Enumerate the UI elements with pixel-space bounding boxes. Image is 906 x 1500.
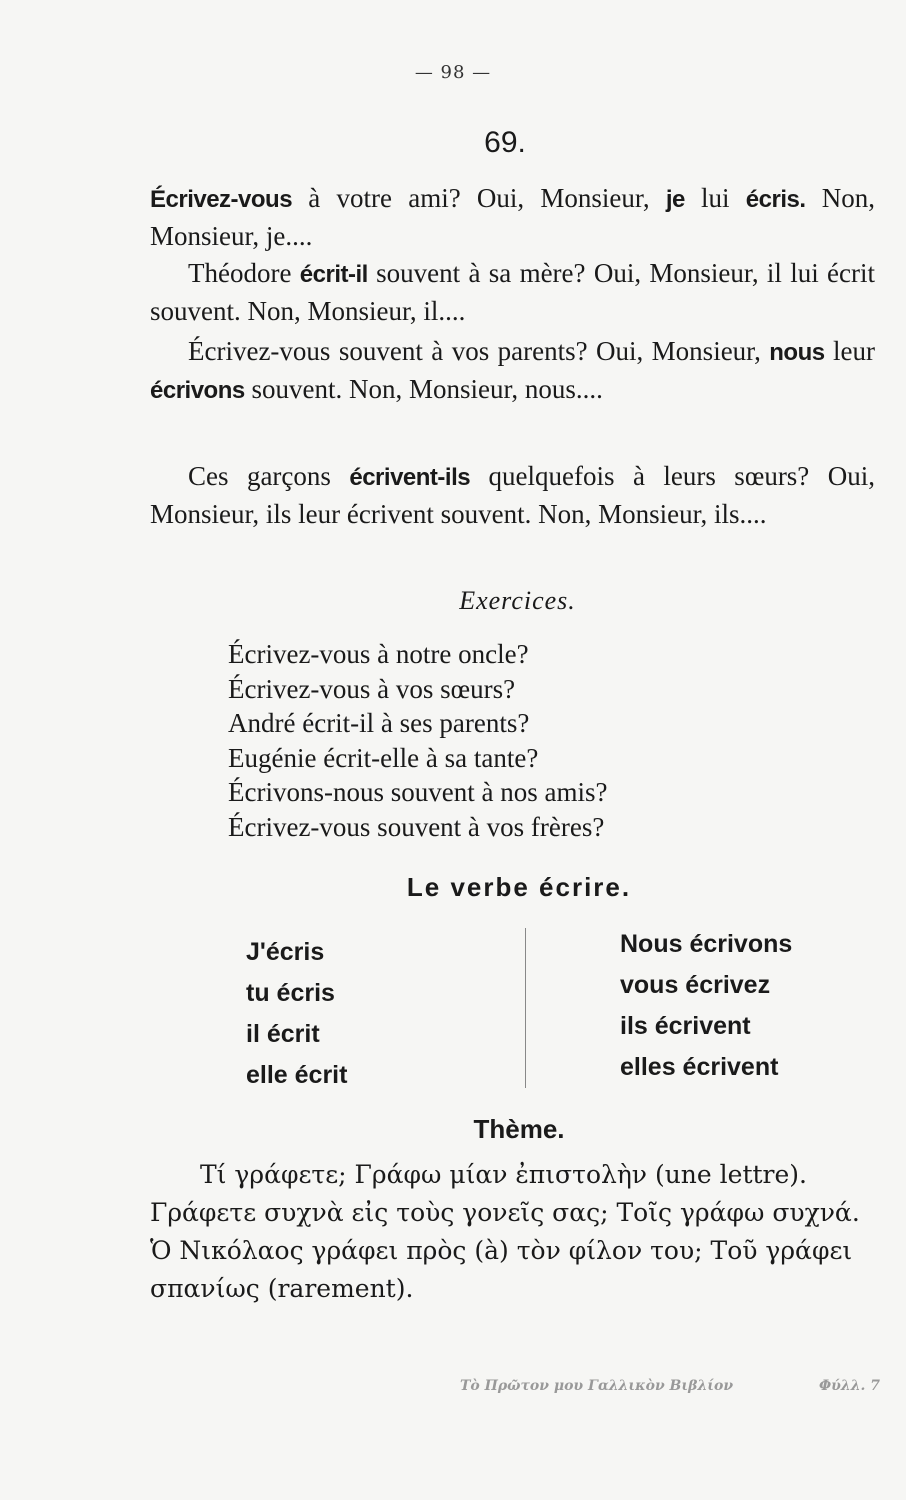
text-run: Ces garçons <box>188 461 350 491</box>
conjugation-form: elles écrivent <box>620 1053 779 1081</box>
exercise-item: Eugénie écrit-elle à sa tante? <box>228 742 539 773</box>
greek-line: Τί γράφετε; Γράφω μίαν ἐπιστολὴν (une lettre). <box>200 1160 807 1189</box>
text-run: souvent. Non, Monsieur, nous.... <box>244 374 603 404</box>
text-run: à votre ami? Oui, Monsieur, <box>292 183 666 213</box>
bold-text: écrit-il <box>299 261 368 288</box>
greek-line: Γράφετε συχνὰ εἰς τοὺς γονεῖς σας; Τοῖς γράφω συχνά. <box>150 1198 860 1227</box>
theme-title: Thème. <box>473 1114 565 1144</box>
footer-sheet-number: Φύλλ. 7 <box>818 1378 880 1394</box>
conjugation-form: vous écrivez <box>620 971 771 999</box>
text-run: souvent à sa mère? Oui, Monsieur, il lui écrit souvent. Non, Monsieur, il.... <box>150 258 875 326</box>
bold-text: nous <box>769 339 825 366</box>
paragraph-3 <box>150 333 875 409</box>
conjugation-form: il écrit <box>246 1020 320 1048</box>
exercises-list <box>228 637 607 844</box>
greek-line: σπανίως (rarement). <box>150 1274 414 1303</box>
bold-text: je <box>665 186 685 213</box>
conjugation-singular <box>246 932 347 1096</box>
conjugation-form: elle écrit <box>246 1061 348 1089</box>
footer-book-title: Τὸ Πρῶτον μου Γαλλικὸν Βιβλίον <box>460 1378 734 1394</box>
text-run: Écrivez-vous souvent à vos parents? Oui, Monsieur, <box>188 336 770 366</box>
page-number: — 98 — <box>414 62 492 83</box>
exercise-item: André écrit-il à ses parents? <box>228 708 530 738</box>
text-run: leur <box>824 336 875 366</box>
exercise-item: Écrivez-vous souvent à vos frères? <box>228 811 605 842</box>
greek-line: Ὁ Νικόλαος γράφει πρὸς (à) τὸν φίλον του; Τοῦ γράφει <box>150 1236 853 1265</box>
text-run: Non, Monsieur, je.... <box>150 183 875 251</box>
verb-title: Le verbe écrire. <box>406 872 632 902</box>
text-run: Théodore <box>188 258 300 288</box>
bold-text: écrivons <box>150 377 245 404</box>
lesson-number: 69. <box>484 126 526 159</box>
paragraph-2 <box>150 255 875 330</box>
conjugation-form: Nous écrivons <box>620 930 793 958</box>
conjugation-form: J'écris <box>246 938 325 966</box>
text-run: lui <box>684 183 746 213</box>
conjugation-form: ils écrivent <box>620 1012 751 1040</box>
conjugation-plural <box>620 924 792 1088</box>
exercise-item: Écrivons-nous souvent à nos amis? <box>228 777 608 807</box>
page-footer <box>460 1378 880 1394</box>
paragraph-1 <box>150 180 875 255</box>
paragraph-4 <box>150 458 875 533</box>
exercise-item: Écrivez-vous à notre oncle? <box>228 639 529 669</box>
bold-text: Écrivez-vous <box>150 186 293 213</box>
bold-text: écrivent-ils <box>349 464 471 491</box>
bold-text: écris. <box>745 186 806 213</box>
exercises-title: Exercices. <box>459 586 576 615</box>
conjugation-form: tu écris <box>246 979 335 1007</box>
text-run: quelquefois à leurs sœurs? Oui, Monsieur, ils leur écrivent souvent. Non, Monsieur, ils.... <box>150 461 875 529</box>
greek-theme-text <box>150 1156 902 1308</box>
exercise-item: Écrivez-vous à vos sœurs? <box>228 673 516 704</box>
column-divider <box>525 928 526 1088</box>
